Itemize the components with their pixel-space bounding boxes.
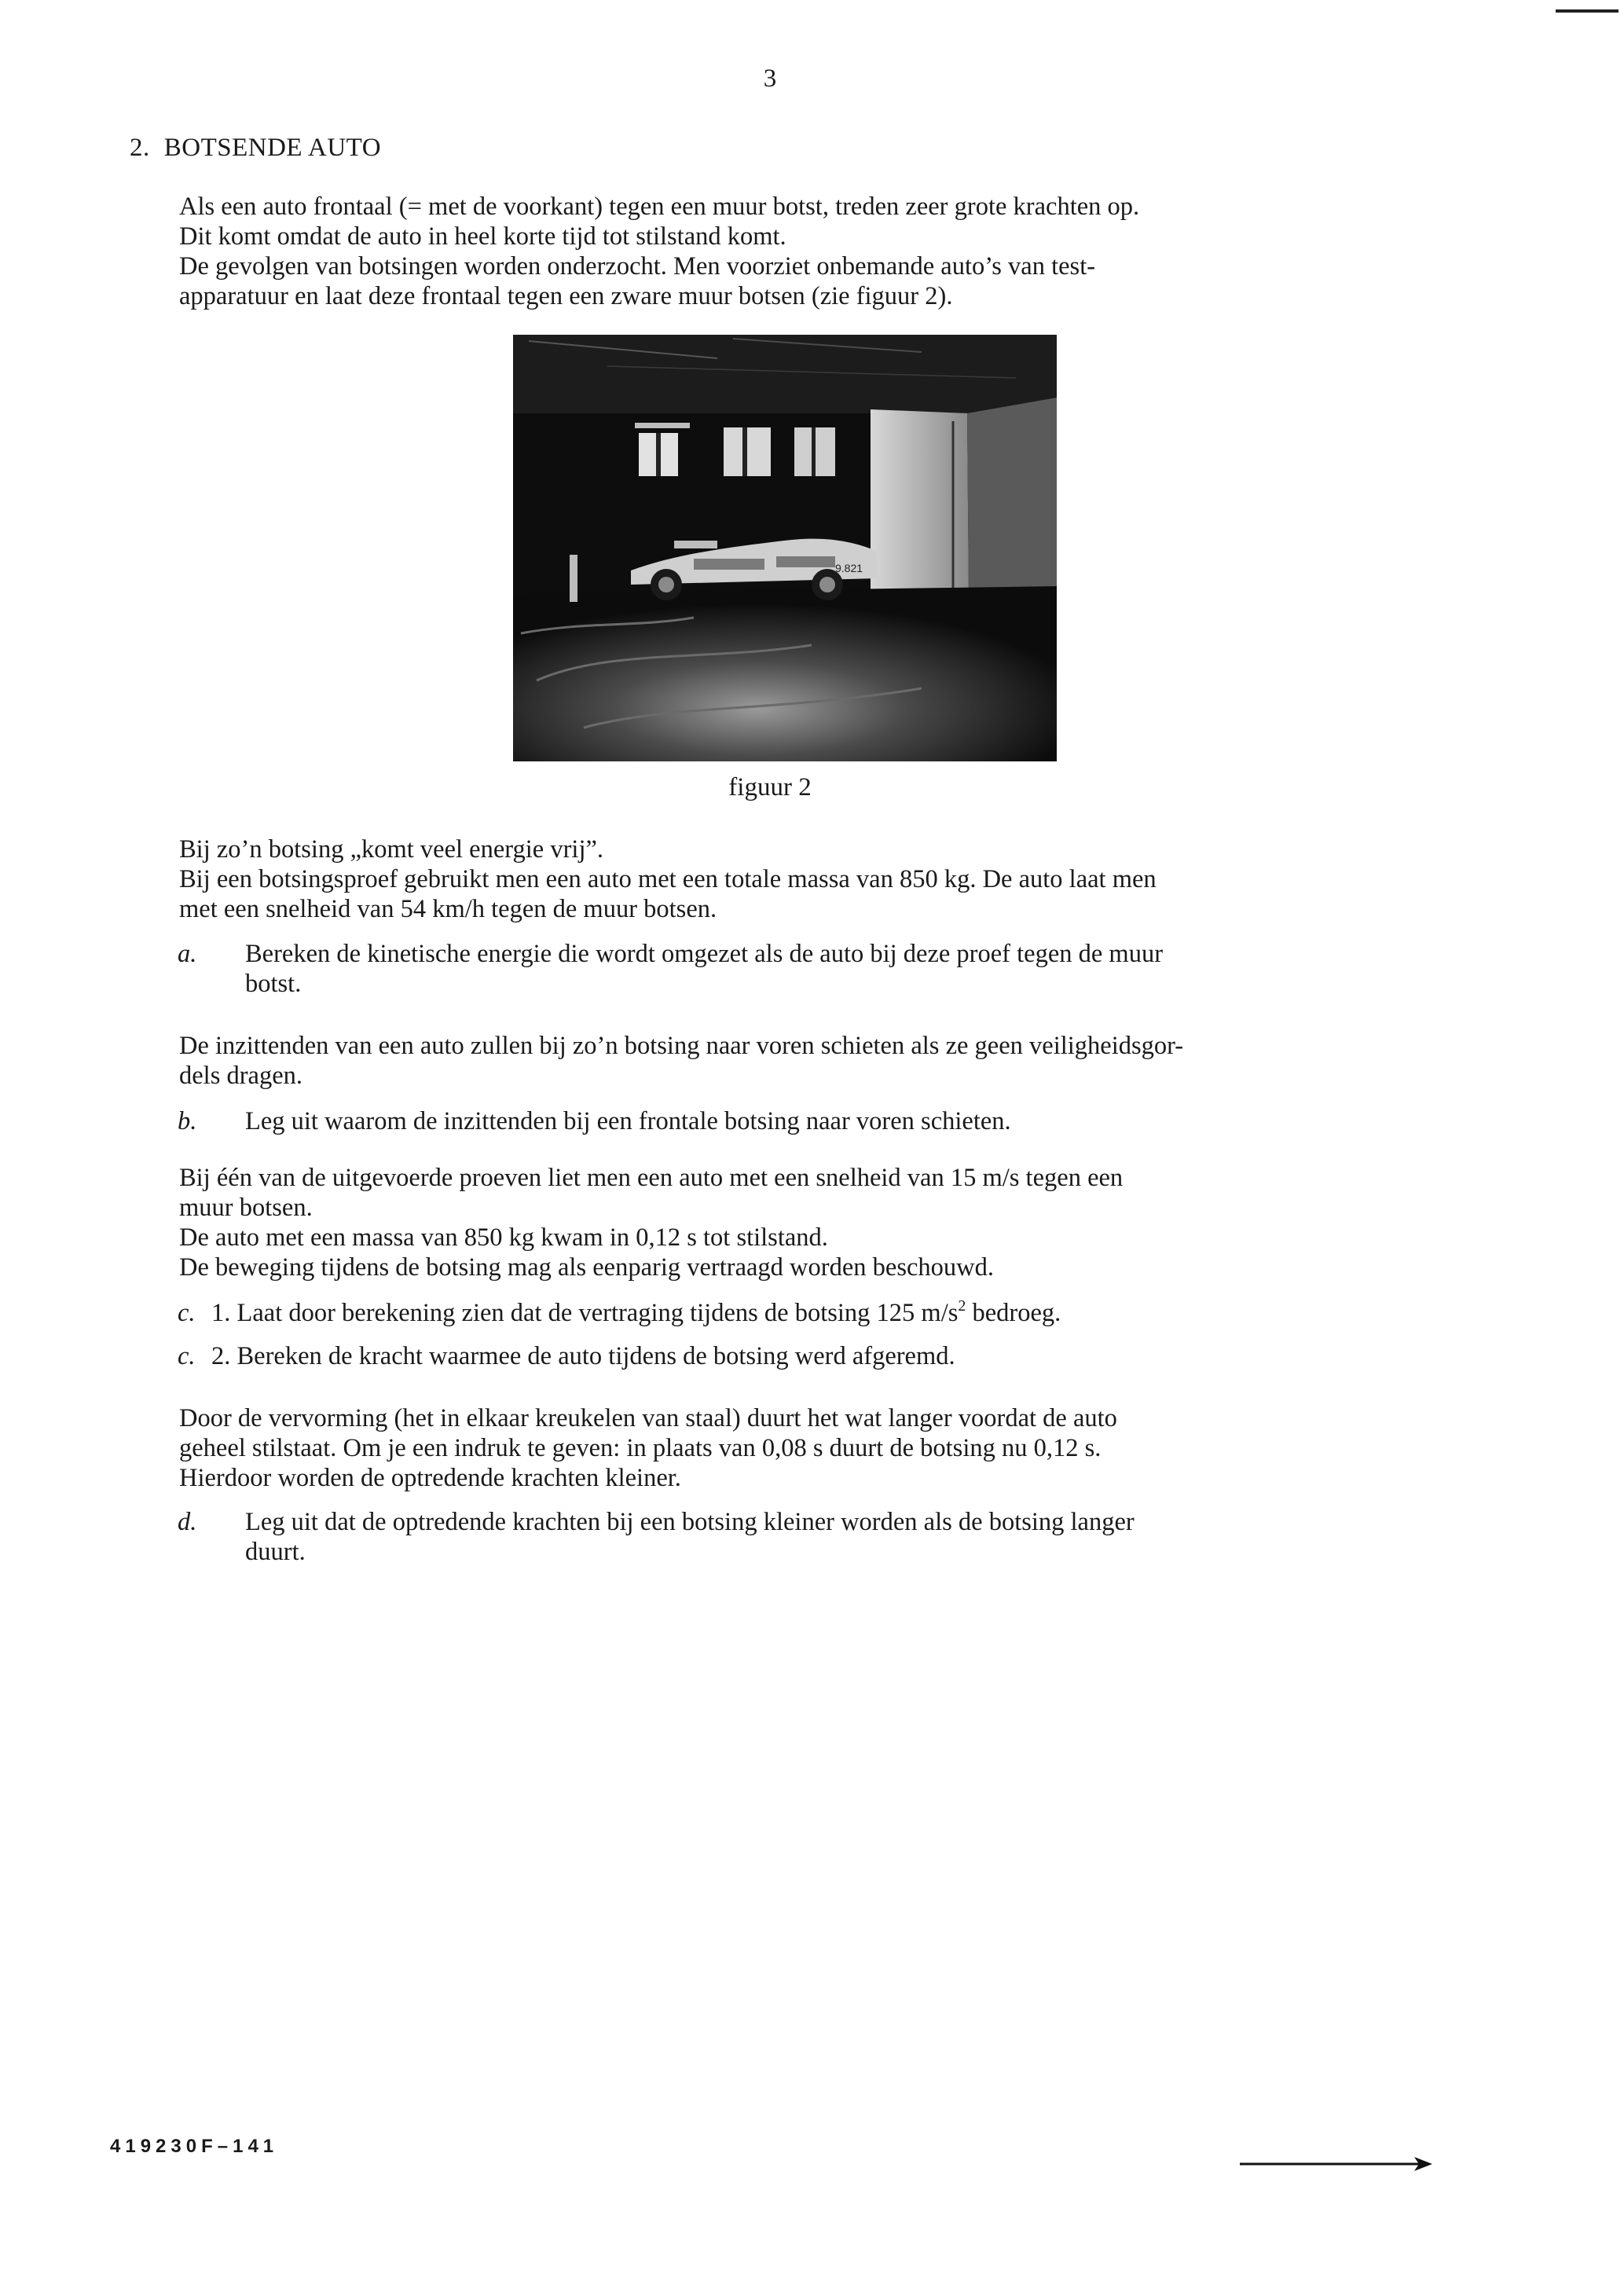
question-c2-sentence: Bereken de kracht waarmee de auto tijdens de botsing werd afgeremd. (236, 1342, 955, 1370)
energy-line: Bij zo’n botsing „komt veel energie vrij”. (179, 835, 604, 864)
proef-paragraph (179, 1163, 1436, 1282)
inzittenden-line: dels dragen. (179, 1062, 303, 1090)
page-number: 3 (763, 64, 777, 93)
question-c2-number: 2. (211, 1342, 231, 1370)
crash-test-photo (513, 335, 1057, 761)
question-c1-text (211, 1298, 1421, 1328)
energy-line: met een snelheid van 54 km/h tegen de muur botsen. (179, 895, 717, 923)
proef-line: Bij één van de uitgevoerde proeven liet men een auto met een snelheid van 15 m/s tegen een (179, 1164, 1124, 1192)
vervorming-line: geheel stilstaat. Om je een indruk te geven: in plaats van 0,08 s duurt de botsing nu 0,12 s. (179, 1434, 1102, 1462)
inzittenden-paragraph (179, 1031, 1436, 1091)
inzittenden-line: De inzittenden van een auto zullen bij zo’n botsing naar voren schieten als ze geen veiligheidsgor- (179, 1032, 1184, 1060)
car-plate-text: 9.821 (835, 562, 863, 574)
vervorming-line: Door de vervorming (het in elkaar kreukelen van staal) duurt het wat langer voordat de auto (179, 1404, 1117, 1432)
question-c2-letter: c. (178, 1342, 196, 1370)
question-c1-sentence: Laat door berekening zien dat de vertraging tijdens de botsing 125 m/s (236, 1299, 959, 1327)
question-b-label: b. (178, 1107, 197, 1135)
question-c1-label (178, 1298, 196, 1328)
footer-code: 419230F–141 (110, 2136, 279, 2157)
question-c2-text (211, 1341, 1421, 1371)
question-d-text (245, 1507, 1455, 1567)
question-c1-superscript: 2 (958, 1297, 966, 1315)
proef-line: De beweging tijdens de botsing mag als eenparig vertraagd worden beschouwd. (179, 1253, 994, 1282)
intro-paragraph (179, 192, 1436, 311)
question-b-line: Leg uit waarom de inzittenden bij een frontale botsing naar voren schieten. (245, 1107, 1011, 1135)
vervorming-line: Hierdoor worden de optredende krachten kleiner. (179, 1464, 681, 1492)
energy-line: Bij een botsingsproef gebruikt men een auto met een totale massa van 850 kg. De auto laat men (179, 865, 1157, 893)
section-number: 2. (130, 134, 150, 162)
question-a-line: Bereken de kinetische energie die wordt omgezet als de auto bij deze proef tegen de muur (245, 940, 1164, 968)
question-d-line: duurt. (245, 1538, 306, 1566)
corner-rule (1556, 9, 1619, 13)
question-c1-number: 1. (211, 1299, 231, 1327)
energy-paragraph (179, 834, 1436, 924)
question-c1-letter: c. (178, 1299, 196, 1327)
proef-line: De auto met een massa van 850 kg kwam in 0,12 s tot stilstand. (179, 1223, 828, 1252)
question-c2-label (178, 1341, 196, 1371)
question-c1-sentence-end: bedroeg. (966, 1299, 1061, 1327)
intro-line: Als een auto frontaal (= met de voorkant) tegen een muur botst, treden zeer grote krachten op. (179, 193, 1140, 221)
intro-line: Dit komt omdat de auto in heel korte tijd tot stilstand komt. (179, 222, 786, 251)
section-title-text: BOTSENDE AUTO (163, 134, 382, 162)
question-b-text (245, 1106, 1455, 1136)
question-d-label: d. (178, 1508, 197, 1536)
question-a-line: botst. (245, 970, 302, 998)
question-a-text (245, 939, 1455, 999)
intro-line: De gevolgen van botsingen worden onderzocht. Men voorziet onbemande auto’s van test- (179, 252, 1096, 281)
crash-test-photo-graphic (513, 335, 1057, 761)
question-a-label: a. (178, 940, 197, 968)
vervorming-paragraph (179, 1403, 1436, 1493)
arrow-right-icon (1240, 2155, 1432, 2173)
intro-line: apparatuur en laat deze frontaal tegen een zware muur botsen (zie figuur 2). (179, 282, 953, 310)
section-title (130, 134, 381, 163)
figure-caption: figuur 2 (728, 773, 812, 801)
question-d-line: Leg uit dat de optredende krachten bij een botsing kleiner worden als de botsing langer (245, 1508, 1135, 1536)
proef-line: muur botsen. (179, 1194, 313, 1222)
